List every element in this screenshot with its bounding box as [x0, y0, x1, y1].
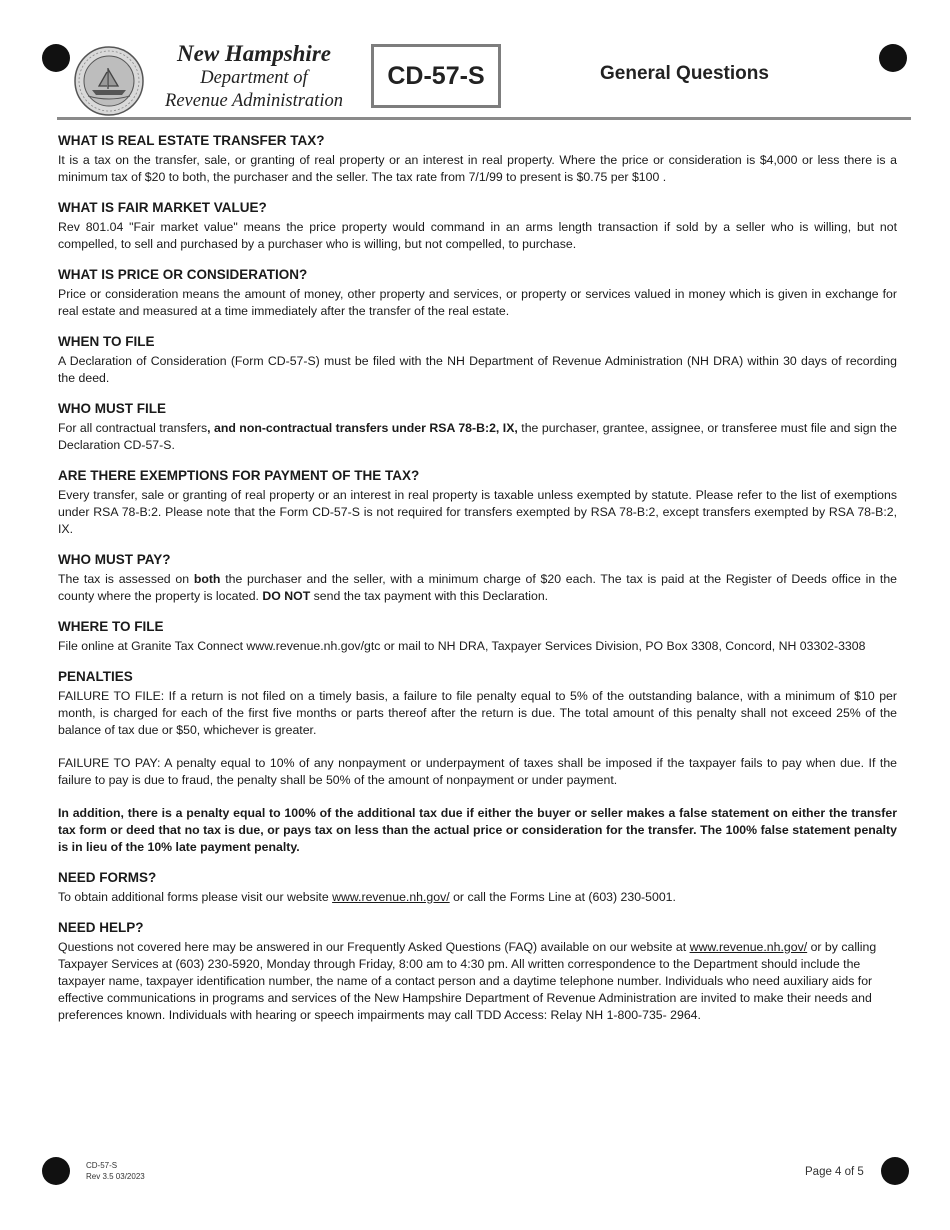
section-body: Rev 801.04 "Fair market value" means the price property would command in an arms length transaction if sold by a seller who is willing, but not compelled, to sell and purchased by a purchaser who is willing, but not compelled, to purchase. — [58, 220, 897, 251]
agency-name — [148, 40, 360, 113]
section-heading: WHO MUST PAY? — [58, 552, 171, 567]
failure-to-pay-text: FAILURE TO PAY: A penalty equal to 10% of any nonpayment or underpayment of taxes shall be imposed if the taxpayer fails to pay when due. If the failure to pay is due to fraud, the penalty shall be 50% of the amount of nonpayment or under payment. — [58, 756, 897, 787]
registration-mark-bottom-right — [881, 1157, 909, 1185]
body-text-bold: both — [193, 572, 221, 586]
section-body — [58, 939, 897, 1024]
body-text: The tax is assessed on — [58, 572, 194, 586]
section-exemptions — [58, 467, 897, 538]
section-heading: WHERE TO FILE — [58, 619, 164, 634]
registration-mark-top-right — [879, 44, 907, 72]
section-heading: WHO MUST FILE — [58, 401, 166, 416]
revenue-website-link[interactable]: www.revenue.nh.gov/ — [332, 890, 450, 904]
section-heading: NEED FORMS? — [58, 870, 157, 885]
section-need-help — [58, 919, 897, 1024]
failure-to-file-text: FAILURE TO FILE: If a return is not filed on a timely basis, a failure to file penalty equal to 5% of the outstanding balance, with a minimum of $10 per month, is charged for each of the first five months or parts thereof after the return is due. The total amount of this penalty shall not exceed 25% of the balance of tax due or $50, whichever is greater. — [58, 689, 897, 737]
section-heading: WHAT IS FAIR MARKET VALUE? — [58, 200, 267, 215]
false-statement-text: In addition, there is a penalty equal to 100% of the additional tax due if either the buyer or seller makes a false statement on either the transfer tax form or deed that no tax is due, or pays tax on less than the actual price or consideration for the transfer. The 100% false statement penalty is in lieu of the 10% late payment penalty. — [58, 806, 897, 854]
registration-mark-top-left — [42, 44, 70, 72]
footer-revision: Rev 3.5 03/2023 — [86, 1172, 145, 1181]
section-fair-market-value — [58, 199, 897, 253]
section-heading: ARE THERE EXEMPTIONS FOR PAYMENT OF THE TAX? — [58, 468, 420, 483]
section-who-must-pay — [58, 551, 897, 605]
section-body: Price or consideration means the amount of money, other property and services, or property or services valued in money which is given in exchange for real estate and measured at a time immediately after the transfer of the real estate. — [58, 287, 897, 318]
section-need-forms — [58, 869, 897, 906]
section-heading: NEED HELP? — [58, 920, 144, 935]
body-text: For all contractual transfers — [58, 421, 208, 435]
body-text: or call the Forms Line at (603) 230-5001. — [449, 890, 676, 904]
section-real-estate-tax — [58, 132, 897, 186]
section-heading: WHAT IS PRICE OR CONSIDERATION? — [58, 267, 308, 282]
footer-form-code: CD-57-S — [86, 1161, 118, 1170]
footer-form-info — [86, 1160, 145, 1182]
header-divider — [57, 117, 911, 120]
section-where-to-file — [58, 618, 897, 655]
agency-line-admin: Revenue Administration — [165, 91, 343, 111]
registration-mark-bottom-left — [42, 1157, 70, 1185]
section-penalties — [58, 668, 897, 856]
section-body — [58, 420, 897, 454]
body-text: send the tax payment with this Declaration. — [310, 589, 549, 603]
body-text: To obtain additional forms please visit our website — [58, 890, 333, 904]
form-code-box: CD-57-S — [371, 44, 501, 108]
section-body — [58, 889, 897, 906]
section-body — [58, 571, 897, 605]
page-title: General Questions — [600, 63, 769, 84]
section-heading: WHEN TO FILE — [58, 334, 155, 349]
body-text: the purchaser and the seller, with a minimum charge of $20 each. The tax is paid at the Register of Deeds office in the county where the property is located. — [58, 572, 898, 603]
section-body: File online at Granite Tax Connect www.revenue.nh.gov/gtc or mail to NH DRA, Taxpayer Services Division, PO Box 3308, Concord, NH 03302-3308 — [58, 639, 866, 653]
section-body: A Declaration of Consideration (Form CD-57-S) must be filed with the NH Department of Revenue Administration (NH DRA) within 30 days of recording the deed. — [58, 354, 897, 385]
agency-line-state: New Hampshire — [177, 41, 331, 66]
section-heading: WHAT IS REAL ESTATE TRANSFER TAX? — [58, 133, 325, 148]
body-text: Questions not covered here may be answered in our Frequently Asked Questions (FAQ) available on our website at — [58, 940, 690, 954]
section-heading: PENALTIES — [58, 669, 133, 684]
state-seal-icon — [74, 46, 144, 116]
section-when-to-file — [58, 333, 897, 387]
section-price-consideration — [58, 266, 897, 320]
revenue-website-link[interactable]: www.revenue.nh.gov/ — [689, 940, 808, 954]
body-text-bold: DO NOT — [262, 589, 311, 603]
body-text: the purchaser, grantee, assignee, or transferee must file and sign the Declaration CD-57-S. — [58, 421, 897, 452]
agency-line-dept: Department of — [200, 68, 308, 88]
page-number: Page 4 of 5 — [805, 1166, 864, 1178]
section-who-must-file — [58, 400, 897, 454]
document-body — [58, 132, 897, 1037]
body-text-bold: , and non-contractual transfers under RSA 78-B:2, IX, — [207, 421, 518, 435]
section-body: It is a tax on the transfer, sale, or granting of real property or an interest in real property. Where the price or consideration is $4,000 or less there is a minimum tax of $20 to both, the purchaser and the seller. The tax rate from 7/1/99 to present is $0.75 per $100 . — [58, 153, 897, 184]
section-body: Every transfer, sale or granting of real property or an interest in real property is taxable unless exempted by statute. Please refer to the list of exemptions under RSA 78-B:2. Please note that the Form CD-57-S is not required for transfers exempted by RSA 78-B:2, except transfers exempted by RSA 78-B:2, IX. — [58, 488, 897, 536]
body-text: or by calling Taxpayer Services at (603) 230-5920, Monday through Friday, 8:00 am to 4:30 pm. All written correspondence to the Department should include the taxpayer name, taxpayer identification number, the name of a contact person and a daytime telephone number. Individuals who need auxiliary aids for effective communications in programs and services of the New Hampshire Department of Revenue Administration are invited to make their needs and preferences known. Individuals with hearing or speech impairments may call TDD Access: Relay NH 1-800-735- 2964. — [58, 940, 877, 1022]
